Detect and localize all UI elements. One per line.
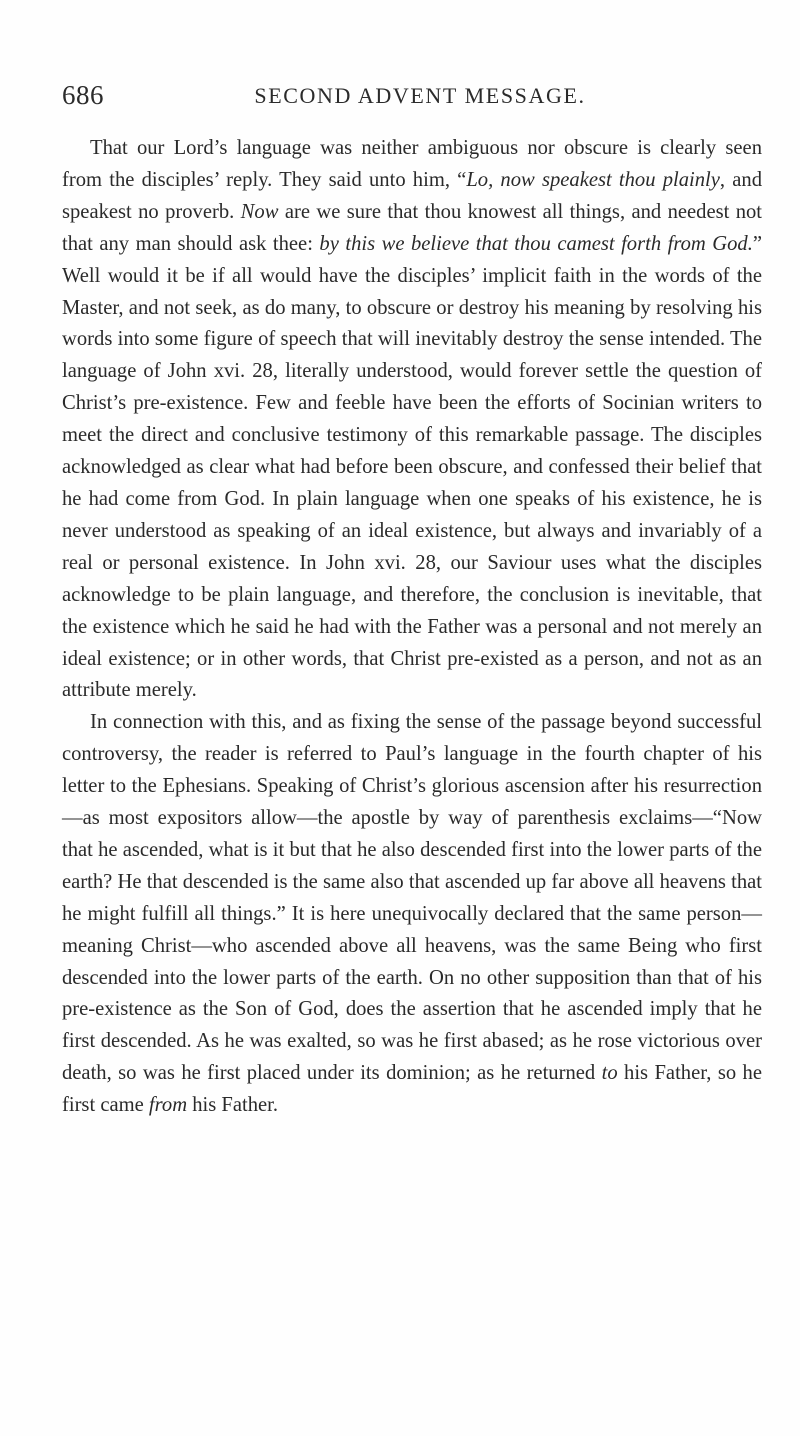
paragraph-1 bbox=[62, 133, 762, 707]
text-run: That our Lord’s language was neither ambiguous nor obscure is clearly seen from the disciples’ reply. They said unto him, “ bbox=[62, 137, 762, 191]
page-number: 686 bbox=[62, 80, 104, 110]
italic-word: Now bbox=[240, 200, 279, 223]
paragraph-2 bbox=[62, 707, 762, 1122]
italic-word: to bbox=[601, 1062, 618, 1085]
text-run: his Father. bbox=[187, 1094, 279, 1117]
italic-quote: Lo, now speakest thou plainly bbox=[466, 168, 720, 191]
text-run: In connection with this, and as fixing the sense of the passage beyond successful controversy, the reader is referred to Paul’s language in the fourth chapter of his letter to the Ephesians. Speaking of Christ’s glorious ascension after his resurrection—as most expositors allow—the apostle by way of parenthesis exclaims—“Now that he ascended, what is it but that he also descended first into the lower parts of the earth? He that descended is the same also that ascended up far above all heavens that he might fulfill all things.” It is here unequivocally declared that the same person—meaning Christ—who ascended above all heavens, was the same Being who first descended into the lower parts of the earth. On no other supposition than that of his pre-existence as the Son of God, does the assertion that he ascended imply that he first descended. As he was exalted, so was he first abased; as he rose victorious over death, so was he first placed under its dominion; as he returned bbox=[62, 711, 762, 1085]
body-text bbox=[62, 133, 762, 1122]
text-run: are we sure that thou knowest all things, and needest not that any man should ask thee: bbox=[62, 200, 763, 255]
text-run: , and speakest no proverb. bbox=[62, 168, 762, 223]
italic-word: from bbox=[148, 1094, 188, 1117]
text-run: ” Well would it be if all would have the disciples’ implicit faith in the words of the Master, and not seek, as do many, to obscure or destroy his meaning by resolving his words into some figure of speech that will inevitably destroy the sense intended. The language of John xvi. 28, literally understood, would forever settle the question of Christ’s pre-existence. Few and feeble have been the efforts of Socinian writers to meet the direct and conclusive testimony of this remarkable passage. The disciples acknowledged as clear what had before been obscure, and confessed their belief that he had come from God. In plain language when one speaks of his existence, he is never understood as speaking of an ideal existence, but always and invariably of a real or personal existence. In John xvi. 28, our Saviour uses what the disciples acknowledge to be plain language, and therefore, the conclusion is inevitable, that the existence which he said he had with the Father was a personal and not merely an ideal existence; or in other words, that Christ pre-existed as a person, and not as an attribute merely. bbox=[62, 232, 762, 702]
italic-quote: by this we believe that thou camest forth from God. bbox=[319, 232, 753, 255]
running-head bbox=[62, 80, 738, 116]
text-run: his Father, so he first came bbox=[62, 1062, 762, 1117]
running-title: SECOND ADVENT MESSAGE. bbox=[254, 83, 586, 108]
